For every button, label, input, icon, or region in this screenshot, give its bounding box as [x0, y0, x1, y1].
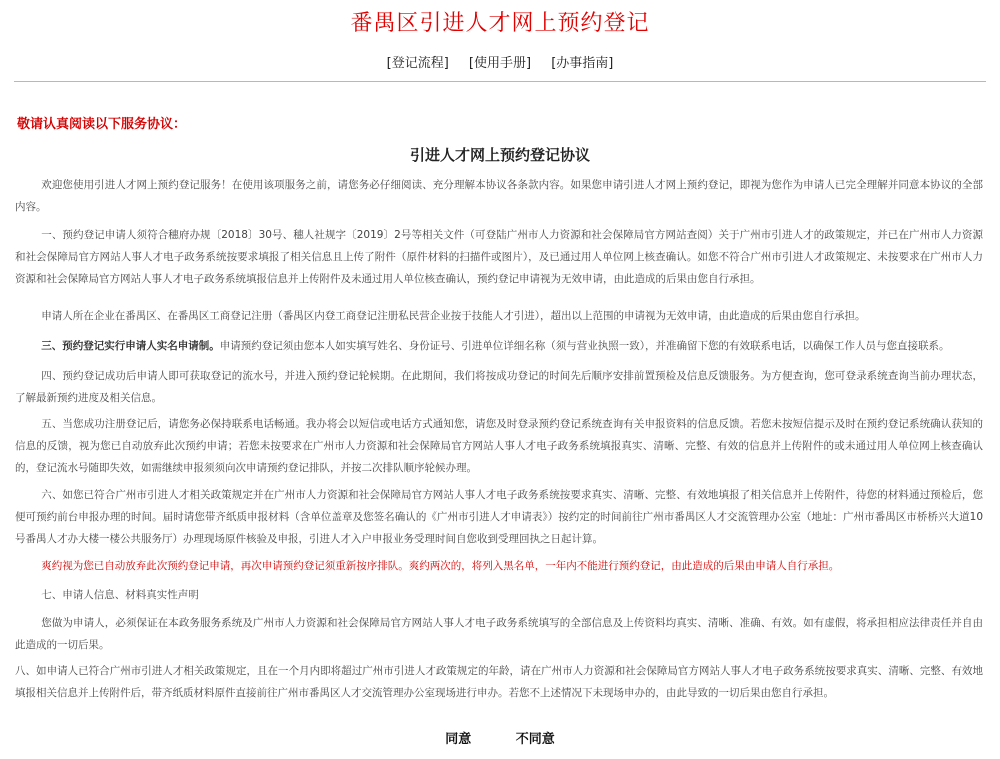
- nav-registration-process-link[interactable]: [登记流程]: [386, 56, 449, 71]
- nav-user-manual-link[interactable]: [使用手册]: [468, 56, 532, 71]
- agreement-clause-3-text: 申请预约登记须由您本人如实填写姓名、身份证号、引进单位详细名称（须与营业执照一致），并准确留下您的有效联系电话，以确保工作人员与您直接联系。: [219, 340, 950, 352]
- disagree-button[interactable]: 不同意: [515, 732, 555, 747]
- agreement-clause-7-heading: 七、申请人信息、材料真实性声明: [41, 589, 199, 601]
- agreement-intro: 欢迎您使用引进人才网上预约登记服务！在使用该项服务之前，请您务必仔细阅读、充分理解本协议各条款内容。如果您申请引进人才网上预约登记，即视为您作为申请人已完全理解并同意本协议的全部内容。: [15, 179, 983, 213]
- page-title: 番禺区引进人才网上预约登记: [350, 11, 650, 36]
- nav-service-guide-link[interactable]: [办事指南]: [551, 56, 614, 71]
- agreement-title: 引进人才网上预约登记协议: [409, 146, 590, 164]
- nav-links: [0, 52, 1000, 71]
- agreement-clause-3: [15, 335, 983, 357]
- notice-heading: 敬请认真阅读以下服务协议：: [17, 117, 187, 132]
- agreement-no-show-warning: 爽约视为您已自动放弃此次预约登记申请，再次申请预约登记须重新按序排队。爽约两次的，将列入黑名单，一年内不能进行预约登记，由此造成的后果由申请人自行承担。: [41, 560, 840, 572]
- divider: [14, 81, 986, 82]
- agreement-clause-6: 六、如您已符合广州市引进人才相关政策规定并在广州市人力资源和社会保障局官方网站人事人才电子政务系统按要求真实、清晰、完整、有效地填报了相关信息并上传附件，待您的材料通过预检后，您便可预约前台申报办理的时间。届时请您带齐纸质申报材料（含单位盖章及您签名确认的《广州市引进人才申请表》）按约定的时间前往广州市番禺区人才交流管理办公室（地址：广州市番禺区市桥桥兴大道10号番禺人才办大楼一楼公共服务厅）办理现场原件核验及申报，引进人才入户申报业务受理时间自您收到受理回执之日起计算。: [15, 489, 983, 545]
- agreement-clause-2: 申请人所在企业在番禺区、在番禺区工商登记注册（番禺区内登工商登记注册私民营企业按于技能人才引进），超出以上范围的申请视为无效申请，由此造成的后果由您自行承担。: [41, 310, 866, 322]
- agreement-clause-8: 八、如申请人已符合广州市引进人才相关政策规定，且在一个月内即将超过广州市引进人才政策规定的年龄，请在广州市人力资源和社会保障局官方网站人事人才电子政务系统按要求真实、清晰、完整、有效地填报相关信息并上传附件后，带齐纸质材料原件直接前往广州市番禺区人才交流管理办公室现场进行申办。若您不上述情况下未现场申办的，由此导致的一切后果由您自行承担。: [15, 665, 983, 699]
- agreement-clause-4: 四、预约登记成功后申请人即可获取登记的流水号，并进入预约登记轮候期。在此期间，我们将按成功登记的时间先后顺序安排前置预检及信息反馈服务。为方便查询，您可登录系统查询当前办理状态，了解最新预约进度及相关信息。: [15, 370, 983, 404]
- agreement-clause-1: 一、预约登记申请人须符合穗府办规〔2018〕30号、穗人社规字〔2019〕2号等相关文件（可登陆广州市人力资源和社会保障局官方网站查阅）关于广州市引进人才的政策规定，并已在广州市人力资源和社会保障局官方网站人事人才电子政务系统按要求填报了相关信息且上传了附件（原件材料的扫描件或图片），及已通过用人单位网上核查确认。如您不符合广州市引进人才政策规定、未按要求在广州市人力资源和社会保障局官方网站人事人才电子政务系统填报信息并上传附件及未通过用人单位核查确认，预约登记申请视为无效申请，由此造成的后果由您自行承担。: [15, 229, 983, 285]
- agreement-clause-7: 您做为申请人，必须保证在本政务服务系统及广州市人力资源和社会保障局官方网站人事人才电子政务系统填写的全部信息及上传资料均真实、清晰、准确、有效。如有虚假，将承担相应法律责任并自由此造成的一切后果。: [15, 617, 983, 651]
- agreement-clause-3-heading: 三、预约登记实行申请人实名申请制。: [41, 340, 220, 352]
- action-buttons: [0, 728, 1000, 747]
- agree-button[interactable]: 同意: [445, 732, 472, 747]
- agreement-clause-5: 五、当您成功注册登记后，请您务必保持联系电话畅通。我办将会以短信或电话方式通知您，请您及时登录预约登记系统查询有关申报资料的信息反馈。若您未按短信提示及时在预约登记系统确认获知的信息的反馈，视为您已自动放弃此次预约申请；若您未按要求在广州市人力资源和社会保障局官方网站人事人才电子政务系统填报真实、清晰、完整、有效的信息并上传附件的或未通过用人单位网上核查确认的，登记流水号随即失效，如需继续申报须须向次申请预约登记排队，并按二次排队顺序轮候办理。: [15, 418, 983, 474]
